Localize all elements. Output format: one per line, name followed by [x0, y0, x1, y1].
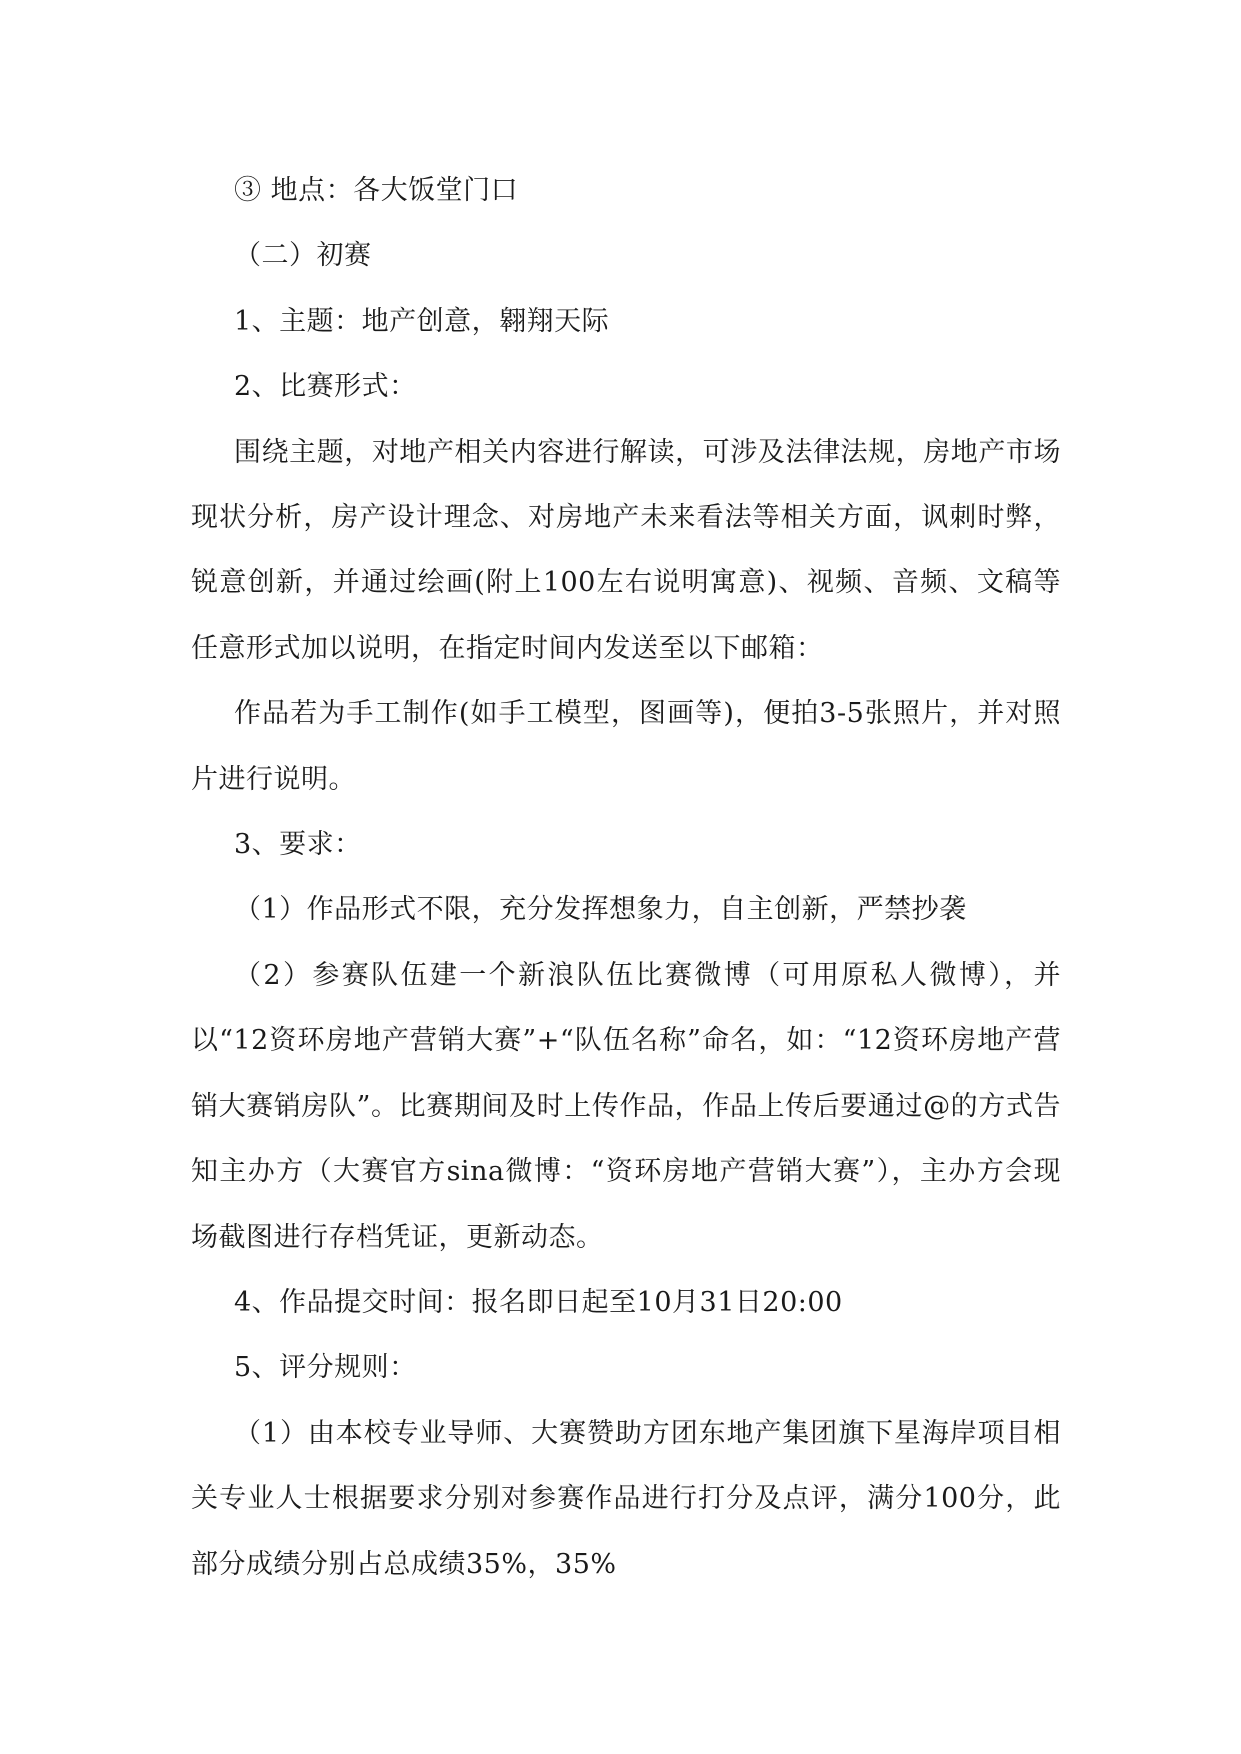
scoring-heading: 5、评分规则： [234, 1352, 417, 1384]
requirement-1: （1）作品形式不限，充分发挥想象力，自主创新，严禁抄袭 [234, 894, 967, 926]
submission-time: 4、作品提交时间：报名即日起至10月31日20:00 [234, 1286, 843, 1318]
section-heading-preliminary: （二）初赛 [234, 240, 372, 272]
requirements-heading: 3、要求： [234, 829, 362, 861]
format-heading: 2、比赛形式： [234, 371, 417, 403]
theme-line: 1、主题：地产创意，翱翔天际 [234, 305, 610, 337]
scoring-rule-1: （1）由本校专业导师、大赛赞助方团东地产集团旗下星海岸项目相关专业人士根据要求分别对参赛作品进行打分及点评，满分100分，此部分成绩分别占总成绩35%，35% [191, 1417, 1061, 1580]
handmade-note: 作品若为手工制作(如手工模型，图画等)，便拍3-5张照片，并对照片进行说明。 [191, 698, 1061, 795]
format-description: 围绕主题，对地产相关内容进行解读，可涉及法律法规，房地产市场现状分析，房产设计理念、对房地产未来看法等相关方面，讽刺时弊，锐意创新，并通过绘画(附上100左右说明寓意)、视频、音频、文稿等任意形式加以说明，在指定时间内发送至以下邮箱： [191, 436, 1061, 664]
venue-line: ③ 地点：各大饭堂门口 [234, 175, 519, 206]
document-page [191, 158, 1061, 1597]
requirement-2: （2）参赛队伍建一个新浪队伍比赛微博（可用原私人微博），并以“12资环房地产营销大赛”+“队伍名称”命名，如：“12资环房地产营销大赛销房队”。比赛期间及时上传作品，作品上传后要通过@的方式告知主办方（大赛官方sina微博：“资环房地产营销大赛”），主办方会现场截图进行存档凭证，更新动态。 [191, 959, 1061, 1253]
